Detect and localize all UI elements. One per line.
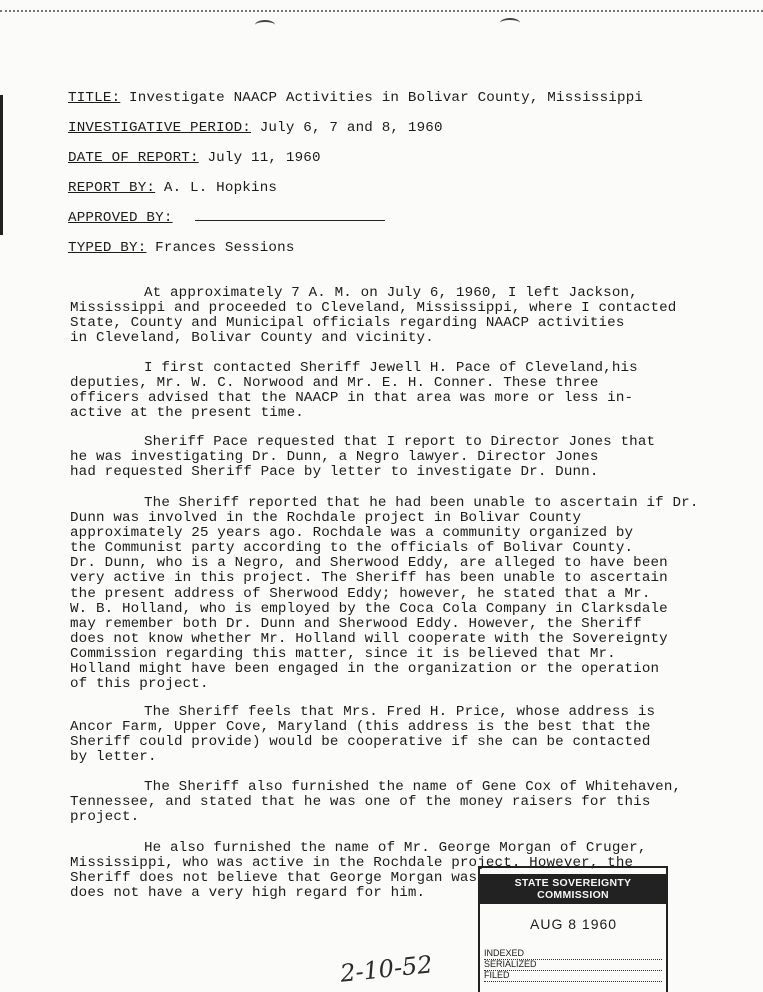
text-line: in Cleveland, Bolivar County and vicinity. (70, 330, 434, 347)
text-line: of this project. (70, 676, 209, 693)
text-line: had requested Sheriff Pace by letter to investigate Dr. Dunn. (70, 464, 599, 481)
date-label: DATE OF REPORT: (68, 150, 199, 166)
approved-by-label: APPROVED BY: (68, 210, 173, 226)
typed-by-label: TYPED BY: (68, 240, 147, 256)
paragraph-director-request (70, 435, 730, 480)
text-line: State, County and Municipal officials regarding NAACP activities (70, 315, 625, 332)
text-line: Mississippi, who was active in the Rochdale project. However, the (70, 855, 634, 872)
text-line: Commission regarding this matter, since it is believed that Mr. (70, 645, 616, 662)
binder-mark (500, 18, 520, 28)
period-label: INVESTIGATIVE PERIOD: (68, 120, 251, 136)
text-line: officers advised that the NAACP in that area was more or less in- (70, 390, 634, 407)
period-value: July 6, 7 and 8, 1960 (259, 120, 443, 136)
stamp-indexed: INDEXED (484, 948, 662, 960)
text-line: he was investigating Dr. Dunn, a Negro lawyer. Director Jones (70, 449, 599, 466)
text-line: the Communist party according to the officials of Bolivar County. (70, 540, 634, 557)
text-line: Sheriff Pace requested that I report to Director Jones that (144, 434, 656, 450)
text-line: does not know whether Mr. Holland will cooperate with the Sovereignty (70, 630, 668, 647)
text-line: active at the present time. (70, 405, 304, 422)
approved-by-field (68, 210, 385, 226)
text-line: Ancor Farm, Upper Cove, Maryland (this address is the best that the (70, 719, 651, 736)
paragraph-price-contact (70, 705, 730, 765)
text-line: Sheriff could provide) would be cooperative if she can be contacted (70, 734, 651, 751)
text-line: The Sheriff feels that Mrs. Fred H. Price, whose address is (144, 704, 656, 720)
paragraph-sheriff-contact (70, 361, 730, 421)
typed-by-field (68, 240, 295, 256)
report-by-label: REPORT BY: (68, 180, 156, 196)
title-value: Investigate NAACP Activities in Bolivar County, Mississippi (129, 90, 644, 106)
text-line: Tennessee, and stated that he was one of the money raisers for this (70, 794, 651, 811)
investigative-period-field (68, 120, 443, 136)
paragraph-rochdale-project (70, 496, 730, 692)
text-line: very active in this project. The Sheriff has been unable to ascertain (70, 570, 668, 587)
text-line: I first contacted Sheriff Jewell H. Pace of Cleveland,his (144, 360, 638, 376)
stamp-serialized: SERIALIZED (484, 959, 662, 971)
text-line: the present address of Sherwood Eddy; however, he stated that a Mr. (70, 585, 651, 602)
text-line: At approximately 7 A. M. on July 6, 1960, I left Jackson, (144, 285, 638, 301)
text-line: W. B. Holland, who is employed by the Coca Cola Company in Clarksdale (70, 600, 668, 617)
text-line: Dunn was involved in the Rochdale project in Bolivar County (70, 510, 582, 527)
perforation-edge (0, 10, 763, 18)
signature-line (195, 220, 385, 221)
scan-edge-shadow (0, 95, 3, 235)
typed-by-value: Frances Sessions (155, 240, 295, 256)
text-line: does not have a very high regard for him. (70, 885, 426, 902)
text-line: deputies, Mr. W. C. Norwood and Mr. E. H. Conner. These three (70, 375, 599, 392)
stamp-filed: FILED (484, 970, 662, 982)
date-value: July 11, 1960 (207, 150, 321, 166)
report-by-field (68, 180, 277, 196)
report-by-value: A. L. Hopkins (163, 180, 278, 196)
text-line: Sheriff does not believe that George Morgan was (70, 870, 478, 887)
paragraph-arrival (70, 286, 730, 346)
handwritten-file-number: 2-10-52 (338, 950, 434, 988)
stamp-date: AUG 8 1960 (530, 916, 618, 932)
text-line: The Sheriff reported that he had been unable to ascertain if Dr. (144, 495, 699, 511)
text-line: by letter. (70, 749, 157, 766)
received-stamp (478, 866, 668, 992)
text-line: Holland might have been engaged in the organization or the operation (70, 661, 660, 678)
title-field (68, 90, 643, 106)
text-line: approximately 25 years ago. Rochdale was a community organized by (70, 525, 634, 542)
stamp-title: STATE SOVEREIGNTY COMMISSION (480, 874, 666, 904)
text-line: Mississippi and proceeded to Cleveland, Mississippi, where I contacted (70, 300, 677, 317)
date-of-report-field (68, 150, 321, 166)
text-line: The Sheriff also furnished the name of Gene Cox of Whitehaven, (144, 779, 682, 795)
paragraph-money-raiser (70, 780, 730, 825)
title-label: TITLE: (68, 90, 121, 106)
text-line: Dr. Dunn, who is a Negro, and Sherwood Eddy, are alleged to have been (70, 555, 668, 572)
text-line: may remember both Dr. Dunn and Sherwood Eddy. However, the Sheriff (70, 615, 642, 632)
binder-mark (255, 20, 275, 30)
text-line: project. (70, 809, 140, 826)
text-line: He also furnished the name of Mr. George Morgan of Cruger, (144, 840, 647, 856)
